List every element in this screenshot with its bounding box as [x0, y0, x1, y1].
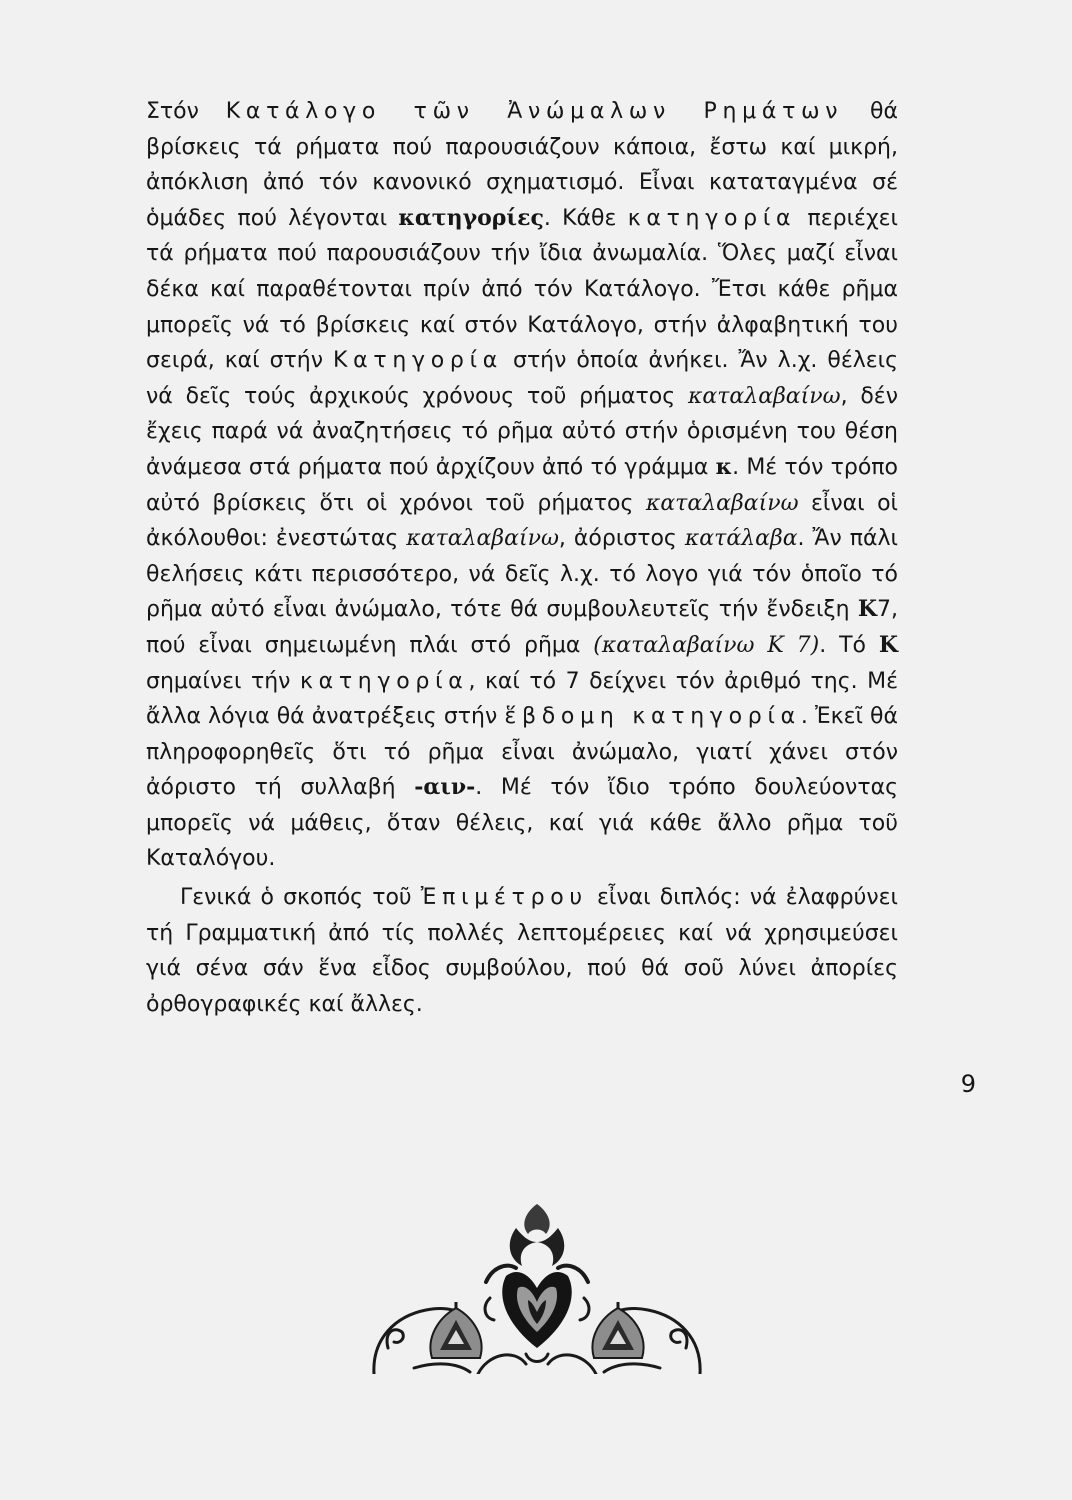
text-run: , ἀόριστος	[558, 526, 685, 552]
text-run: . Τό	[819, 632, 879, 658]
spaced-term: Ἐπιμέτρου	[420, 885, 588, 911]
text-run: στήν ὁποία ἀνήκει. Ἄν λ.χ. θέλεις νά δεῖς τούς ἀρχικούς χρόνους τοῦ ρήματος	[146, 348, 898, 409]
bold-letter: Κ	[878, 631, 898, 658]
page-number: 9	[960, 1070, 976, 1098]
text-run: 7, πού εἶναι σημειωμένη πλάι στό ρῆμα	[146, 597, 898, 658]
text-run: εἶναι οἱ ἀκόλουθοι: ἐνεστώτας	[146, 490, 898, 552]
italic-verb: καταλαβαίνω	[687, 383, 841, 409]
bold-syllable: -αιν-	[414, 774, 476, 801]
paragraph-2	[146, 880, 898, 1022]
text-run: . Μέ τόν τρόπο αὐτό βρίσκεις ὅτι οἱ χρόνοι τοῦ ρήματος	[146, 454, 898, 516]
text-run: . Ἄν πάλι θελήσεις κάτι περισσότερο, νά δεῖς λ.χ. τό λογο γιά τόν ὁποῖο τό ρῆμα αὐτό εἶναι ἀνώμαλο, τότε θά συμβουλευτεῖς τήν ἔνδειξη	[146, 526, 898, 623]
text-run: . Μέ τόν ἴδιο τρόπο δουλεύοντας μπορεῖς νά μάθεις, ὅταν θέλεις, καί γιά κάθε ἄλλο ρῆμα τοῦ Καταλόγου.	[146, 775, 898, 872]
text-run: Στόν	[146, 99, 226, 124]
text-run: σημαίνει τήν	[146, 668, 300, 694]
text-run: , καί τό 7 δείχνει τόν ἀριθμό της. Μέ ἄλλα λόγια θά ἀνατρέξεις στήν	[146, 668, 898, 730]
spaced-title: Κατάλογο τῶν Ἀνώμαλων Ρημάτων	[225, 99, 844, 124]
bold-letter: κ	[715, 453, 733, 480]
italic-verb: καταλαβαίνω	[406, 526, 559, 552]
text-run: , δέν ἔχεις παρά νά ἀναζητήσεις τό ρῆμα αὐτό στήν ὁρισμένη του θέση ἀνάμεσα στά ρήματα πού ἀρχίζουν ἀπό τό γράμμα	[146, 383, 898, 480]
decorative-ornament-icon	[366, 1198, 708, 1374]
bold-letter: Κ	[857, 596, 877, 623]
text-run: περιέχει τά ρήματα πού παρουσιάζουν τήν ἴδια ἀνωμαλία. Ὅλες μαζί εἶναι δέκα καί παραθέτονται πρίν ἀπό τόν Κατάλογο. Ἔτσι κάθε ρῆμα μπορεῖς νά τό βρίσκεις καί στόν Κατάλογο, στήν ἀλφαβητική του σειρά, καί στήν	[146, 205, 898, 374]
text-run: . Κάθε	[543, 205, 628, 231]
spaced-term: Κατηγορία	[333, 348, 504, 374]
text-run: . Ἐκεῖ θά πληροφορηθεῖς ὅτι τό ρῆμα εἶναι ἀνώμαλο, γιατί χάνει στόν ἀόριστο τή συλλαβή	[146, 704, 898, 801]
text-run: εἶναι διπλός: νά ἐλαφρύνει τή Γραμματική ἀπό τίς πολλές λεπτομέρειες καί νά χρησιμεύσει γιά σένα σάν ἕνα εἶδος συμβούλου, πού θά σοῦ λύνει ἀπορίες ὀρθογραφικές καί ἄλλες.	[146, 885, 898, 1017]
text-run: Γενικά ὁ σκοπός τοῦ	[180, 885, 421, 911]
spaced-term: κατηγορία	[627, 205, 797, 231]
bold-term: κατηγορίες	[398, 204, 544, 231]
paragraph-1	[146, 94, 898, 877]
italic-verb: καταλαβαίνω	[645, 490, 799, 516]
text-run: θά βρίσκεις τά ρήματα πού παρουσιάζουν κάποια, ἔστω καί μικρή, ἀπόκλιση ἀπό τόν κανονικό σχηματισμό. Εἶναι καταταγμένα σέ ὁμάδες πού λέγονται	[146, 99, 898, 231]
spaced-term: κατηγορία	[299, 668, 469, 694]
italic-verb: κατάλαβα	[684, 526, 798, 552]
italic-reference: (καταλαβαίνω Κ 7)	[593, 632, 820, 658]
spaced-term: ἕβδομη κατηγορία	[504, 704, 801, 730]
body-text	[146, 94, 898, 1022]
